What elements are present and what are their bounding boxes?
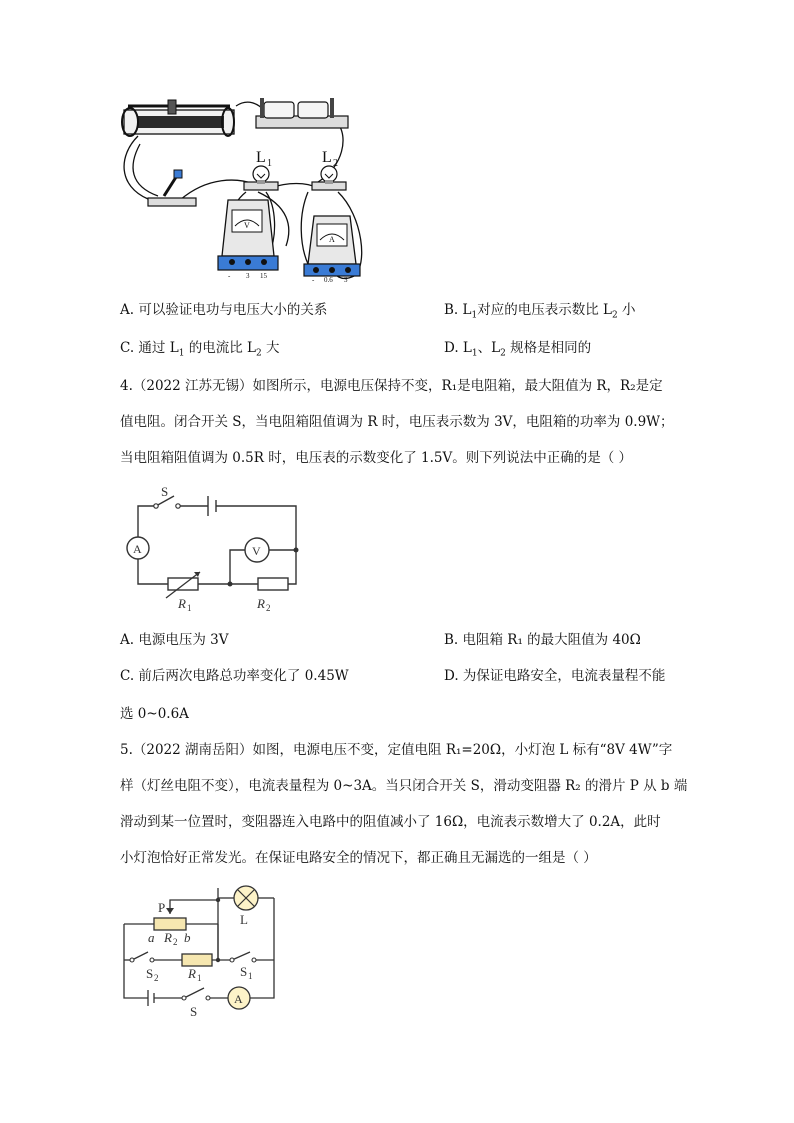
circuit-figure-q3 bbox=[118, 96, 376, 282]
q4-line-1: 4.（2022 江苏无锡）如图所示，电源电压保持不变，R₁是电阻箱，最大阻值为 R，R₂是定 bbox=[120, 378, 663, 394]
voltmeter-terminal-neg: - bbox=[228, 272, 231, 280]
q4-r1-sub: 1 bbox=[187, 603, 192, 613]
q3-option-b-sub2: 2 bbox=[611, 310, 618, 321]
q3-option-d-sub2: 2 bbox=[500, 348, 506, 359]
q4-ammeter-label: A bbox=[133, 542, 142, 556]
q3-option-c-suffix: 大 bbox=[261, 340, 280, 356]
q3-option-b-sub1: 1 bbox=[471, 310, 478, 321]
q3-option-d bbox=[444, 338, 591, 364]
q4-option-b: B. 电阻箱 R₁ 的最大阻值为 40Ω bbox=[444, 632, 641, 648]
q3-option-c-sub2: 2 bbox=[255, 348, 262, 359]
circuit-figure-q5-svg bbox=[118, 884, 280, 1020]
q5-slider-arrow bbox=[166, 908, 174, 914]
ammeter-terminal-06: 0.6 bbox=[324, 276, 333, 282]
ammeter-device bbox=[304, 216, 360, 276]
q5-lamp-symbol bbox=[234, 886, 258, 910]
q3-option-d-mid: 、L bbox=[477, 340, 501, 356]
q5-rheostat-r2 bbox=[154, 918, 186, 930]
q5-a-label: a bbox=[148, 930, 155, 945]
q3-option-b-suffix: 小 bbox=[617, 302, 636, 318]
bulb-l2-label: L bbox=[322, 149, 332, 166]
voltmeter-terminal-3: 3 bbox=[246, 272, 250, 280]
rheostat bbox=[122, 100, 234, 136]
q5-ammeter-label: A bbox=[234, 992, 243, 1006]
bulb-l1 bbox=[244, 166, 278, 190]
q3-option-c-mid: 的电流比 L bbox=[184, 340, 256, 356]
q5-s2-label: S bbox=[146, 966, 154, 981]
q3-option-d-prefix: D. L bbox=[444, 340, 472, 356]
q5-line-4: 小灯泡恰好正常发光。在保证电路安全的情况下，都正确且无漏选的一组是（ ） bbox=[120, 850, 597, 866]
q5-line-2: 样（灯丝电阻不变），电流表量程为 0~3A。当只闭合开关 S，滑动变阻器 R₂ 的滑片 P 从 b 端 bbox=[120, 778, 688, 794]
q3-option-a: A. 可以验证电功与电压大小的关系 bbox=[120, 302, 328, 318]
q4-option-d: D. 为保证电路安全，电流表量程不能 bbox=[444, 668, 666, 684]
q5-r1-sub: 1 bbox=[197, 973, 202, 983]
q4-option-a: A. 电源电压为 3V bbox=[120, 632, 229, 648]
q5-s-label: S bbox=[190, 1004, 198, 1019]
q3-option-d-suffix: 规格是相同的 bbox=[505, 340, 592, 356]
q3-option-b-mid: 对应的电压表示数比 L bbox=[477, 302, 612, 318]
bulb-l1-sub: 1 bbox=[267, 158, 272, 169]
bulb-l2-sub: 2 bbox=[333, 158, 338, 169]
q3-option-c bbox=[120, 338, 280, 364]
q5-s1-sub: 1 bbox=[248, 971, 253, 981]
q4-r2-sub: 2 bbox=[266, 603, 271, 613]
voltmeter-terminal-15: 15 bbox=[260, 272, 267, 280]
q5-s2-sub: 2 bbox=[154, 973, 159, 983]
circuit-figure-q4-svg bbox=[118, 482, 308, 616]
q3-option-c-prefix: C. 通过 L bbox=[120, 340, 179, 356]
q5-b-label: b bbox=[184, 930, 191, 945]
bulb-l2 bbox=[312, 166, 346, 190]
ammeter-terminal-3: 3 bbox=[344, 276, 348, 282]
q4-switch-label: S bbox=[161, 484, 169, 499]
q3-option-c-sub1: 1 bbox=[178, 348, 185, 359]
battery-holder bbox=[256, 98, 348, 128]
ammeter-face-label: A bbox=[329, 235, 335, 244]
circuit-figure-q5 bbox=[118, 884, 280, 1020]
q4-option-c: C. 前后两次电路总功率变化了 0.45W bbox=[120, 668, 349, 684]
q4-resistor-r2 bbox=[258, 578, 288, 590]
bulb-l1-label: L bbox=[256, 149, 266, 166]
q5-r2-label: R bbox=[164, 930, 172, 945]
q5-p-label: P bbox=[158, 900, 166, 915]
q4-line-2: 值电阻。闭合开关 S，当电阻箱阻值调为 R 时，电压表示数为 3V，电阻箱的功率为 0.9W； bbox=[120, 414, 674, 430]
q4-r2-label: R bbox=[257, 596, 265, 611]
q3-option-d-sub1: 1 bbox=[471, 348, 478, 359]
q4-option-d-continued: 选 0~0.6A bbox=[120, 706, 189, 722]
switch bbox=[148, 170, 196, 206]
q4-voltmeter-label: V bbox=[252, 544, 261, 558]
circuit-figure-q4 bbox=[118, 482, 308, 616]
q4-line-3: 当电阻箱阻值调为 0.5R 时，电压表的示数变化了 1.5V。则下列说法中正确的是（ ） bbox=[120, 450, 633, 466]
q5-line-3: 滑动到某一位置时，变阻器连入电路中的阻值减小了 16Ω，电流表示数增大了 0.2A，此时 bbox=[120, 814, 661, 830]
q5-lamp-label: L bbox=[240, 912, 248, 927]
voltmeter-face-label: V bbox=[244, 221, 250, 230]
q5-s1-label: S bbox=[240, 964, 248, 979]
q4-r1-label: R bbox=[178, 596, 186, 611]
ammeter-terminal-neg: - bbox=[312, 276, 315, 282]
q5-r2-sub: 2 bbox=[173, 937, 178, 947]
q5-resistor-r1 bbox=[182, 954, 212, 966]
q4-wires bbox=[138, 496, 296, 584]
q5-line-1: 5.（2022 湖南岳阳）如图，电源电压不变，定值电阻 R₁=20Ω，小灯泡 L 标有“8V 4W”字 bbox=[120, 742, 673, 758]
voltmeter-device bbox=[218, 200, 278, 270]
q5-r1-label: R bbox=[188, 966, 196, 981]
q4-resistor-box-r1 bbox=[168, 578, 198, 590]
q3-option-b-prefix: B. L bbox=[444, 302, 472, 318]
circuit-figure-q3-svg bbox=[118, 96, 376, 282]
q3-option-b bbox=[444, 300, 636, 326]
